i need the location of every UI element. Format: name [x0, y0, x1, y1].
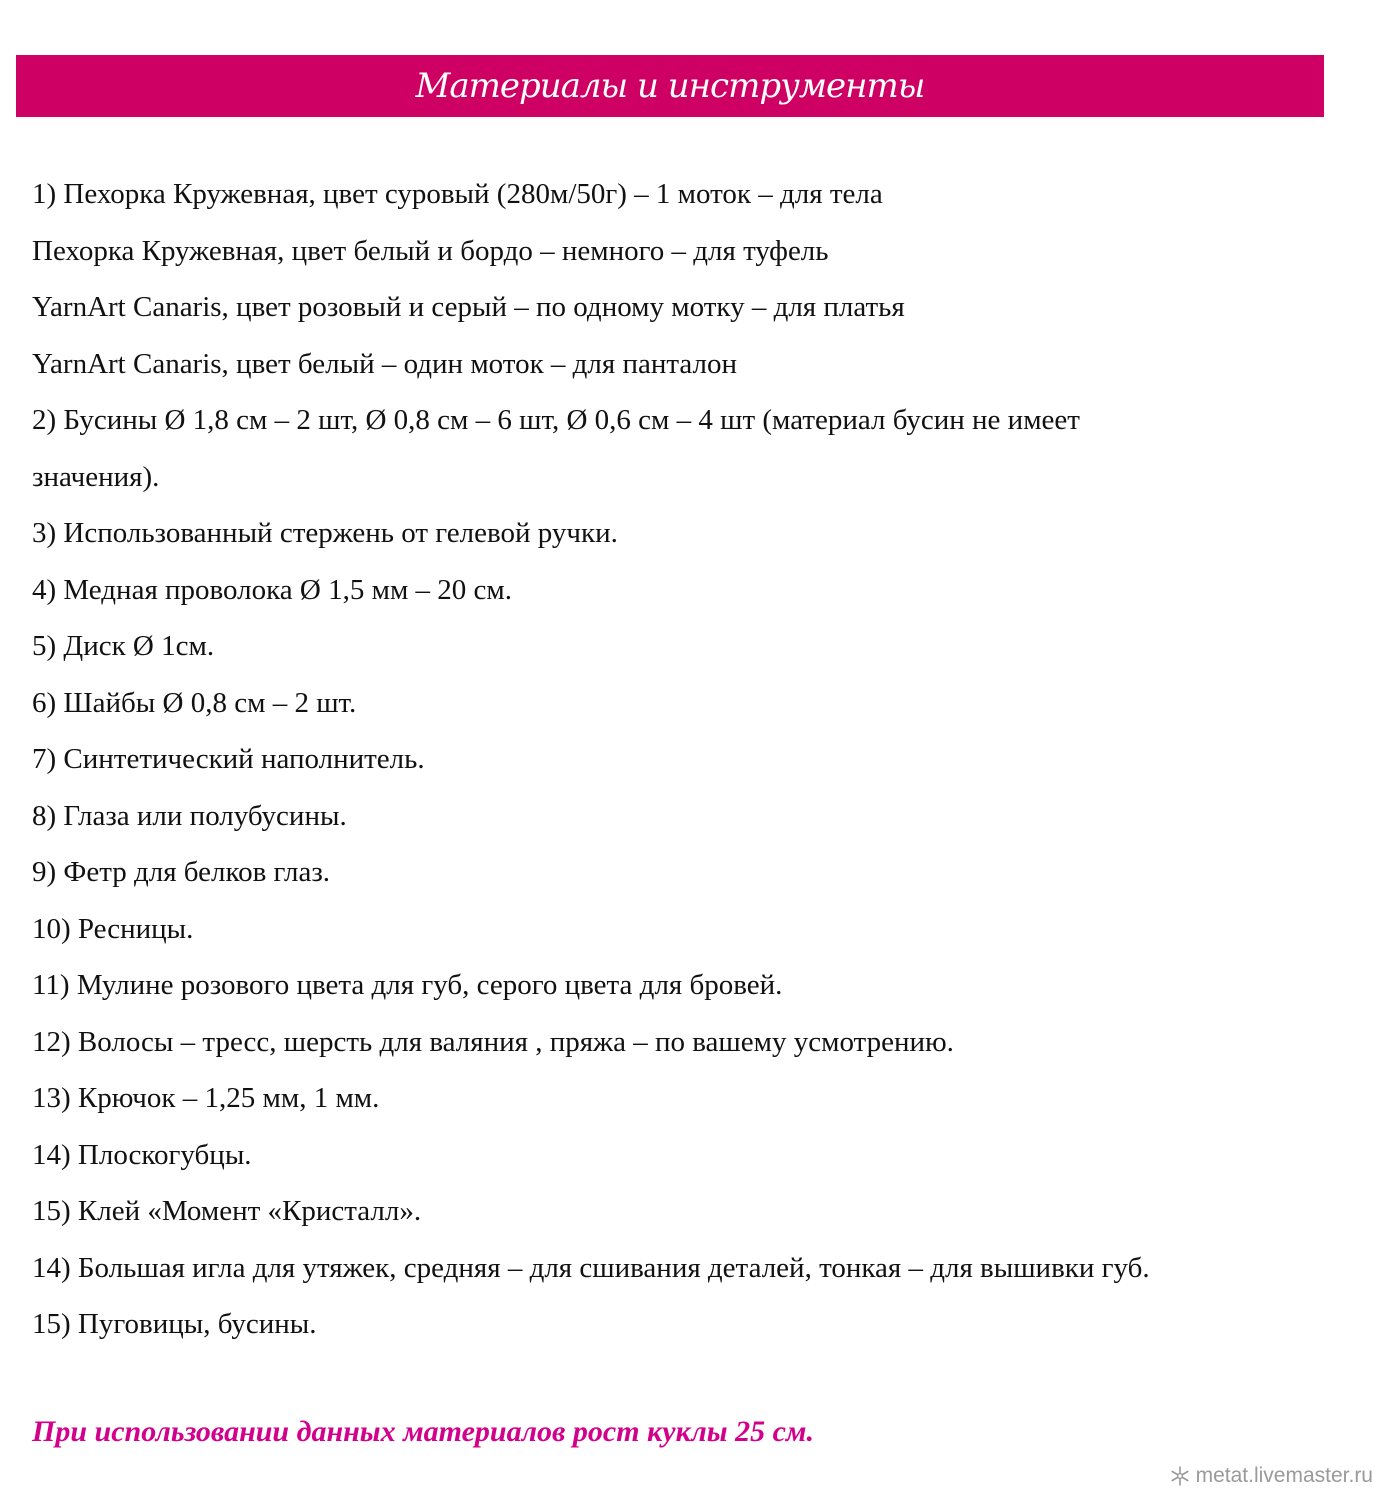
- list-item: YarnArt Canaris, цвет белый – один моток – для панталон: [32, 347, 738, 380]
- materials-list: [32, 166, 1352, 1353]
- doll-height-note: При использовании данных материалов рост куклы 25 см.: [32, 1415, 814, 1448]
- list-item: 9) Фетр для белков глаз.: [32, 856, 331, 888]
- list-item: YarnArt Canaris, цвет розовый и серый – по одному мотку – для платья: [32, 291, 905, 323]
- list-item: 8) Глаза или полубусины.: [32, 799, 347, 832]
- list-item: 12) Волосы – тресс, шерсть для валяния , пряжа – по вашему усмотрению.: [32, 1025, 954, 1058]
- list-item: 2) Бусины Ø 1,8 см – 2 шт, Ø 0,8 см – 6 шт, Ø 0,6 см – 4 шт (материал бусин не имеет: [32, 404, 1080, 436]
- watermark: [1170, 1464, 1373, 1488]
- snowflake-icon: [1170, 1466, 1190, 1486]
- list-item: 3) Использованный стержень от гелевой ручки.: [32, 517, 618, 549]
- list-item: Пехорка Кружевная, цвет белый и бордо – немного – для туфель: [32, 234, 829, 267]
- list-item: 15) Клей «Момент «Кристалл».: [32, 1195, 422, 1227]
- list-item: 1) Пехорка Кружевная, цвет суровый (280м/50г) – 1 моток – для тела: [32, 178, 883, 210]
- watermark-text: metat.livemaster.ru: [1195, 1464, 1373, 1487]
- list-item: 15) Пуговицы, бусины.: [32, 1308, 317, 1340]
- section-header-banner: [16, 55, 1324, 117]
- list-item: 5) Диск Ø 1см.: [32, 630, 215, 662]
- list-item: 14) Плоскогубцы.: [32, 1138, 252, 1171]
- list-item: 13) Крючок – 1,25 мм, 1 мм.: [32, 1082, 380, 1114]
- list-item: 7) Синтетический наполнитель.: [32, 743, 425, 775]
- list-item: значения).: [32, 460, 160, 493]
- list-item: 11) Мулине розового цвета для губ, серого цвета для бровей.: [32, 969, 783, 1001]
- list-item: 4) Медная проволока Ø 1,5 мм – 20 см.: [32, 573, 513, 606]
- list-item: 6) Шайбы Ø 0,8 см – 2 шт.: [32, 686, 357, 719]
- list-item: 14) Большая игла для утяжек, средняя – для сшивания деталей, тонкая – для вышивки губ.: [32, 1251, 1150, 1284]
- section-title: Материалы и инструменты: [415, 66, 925, 106]
- list-item: 10) Ресницы.: [32, 912, 194, 945]
